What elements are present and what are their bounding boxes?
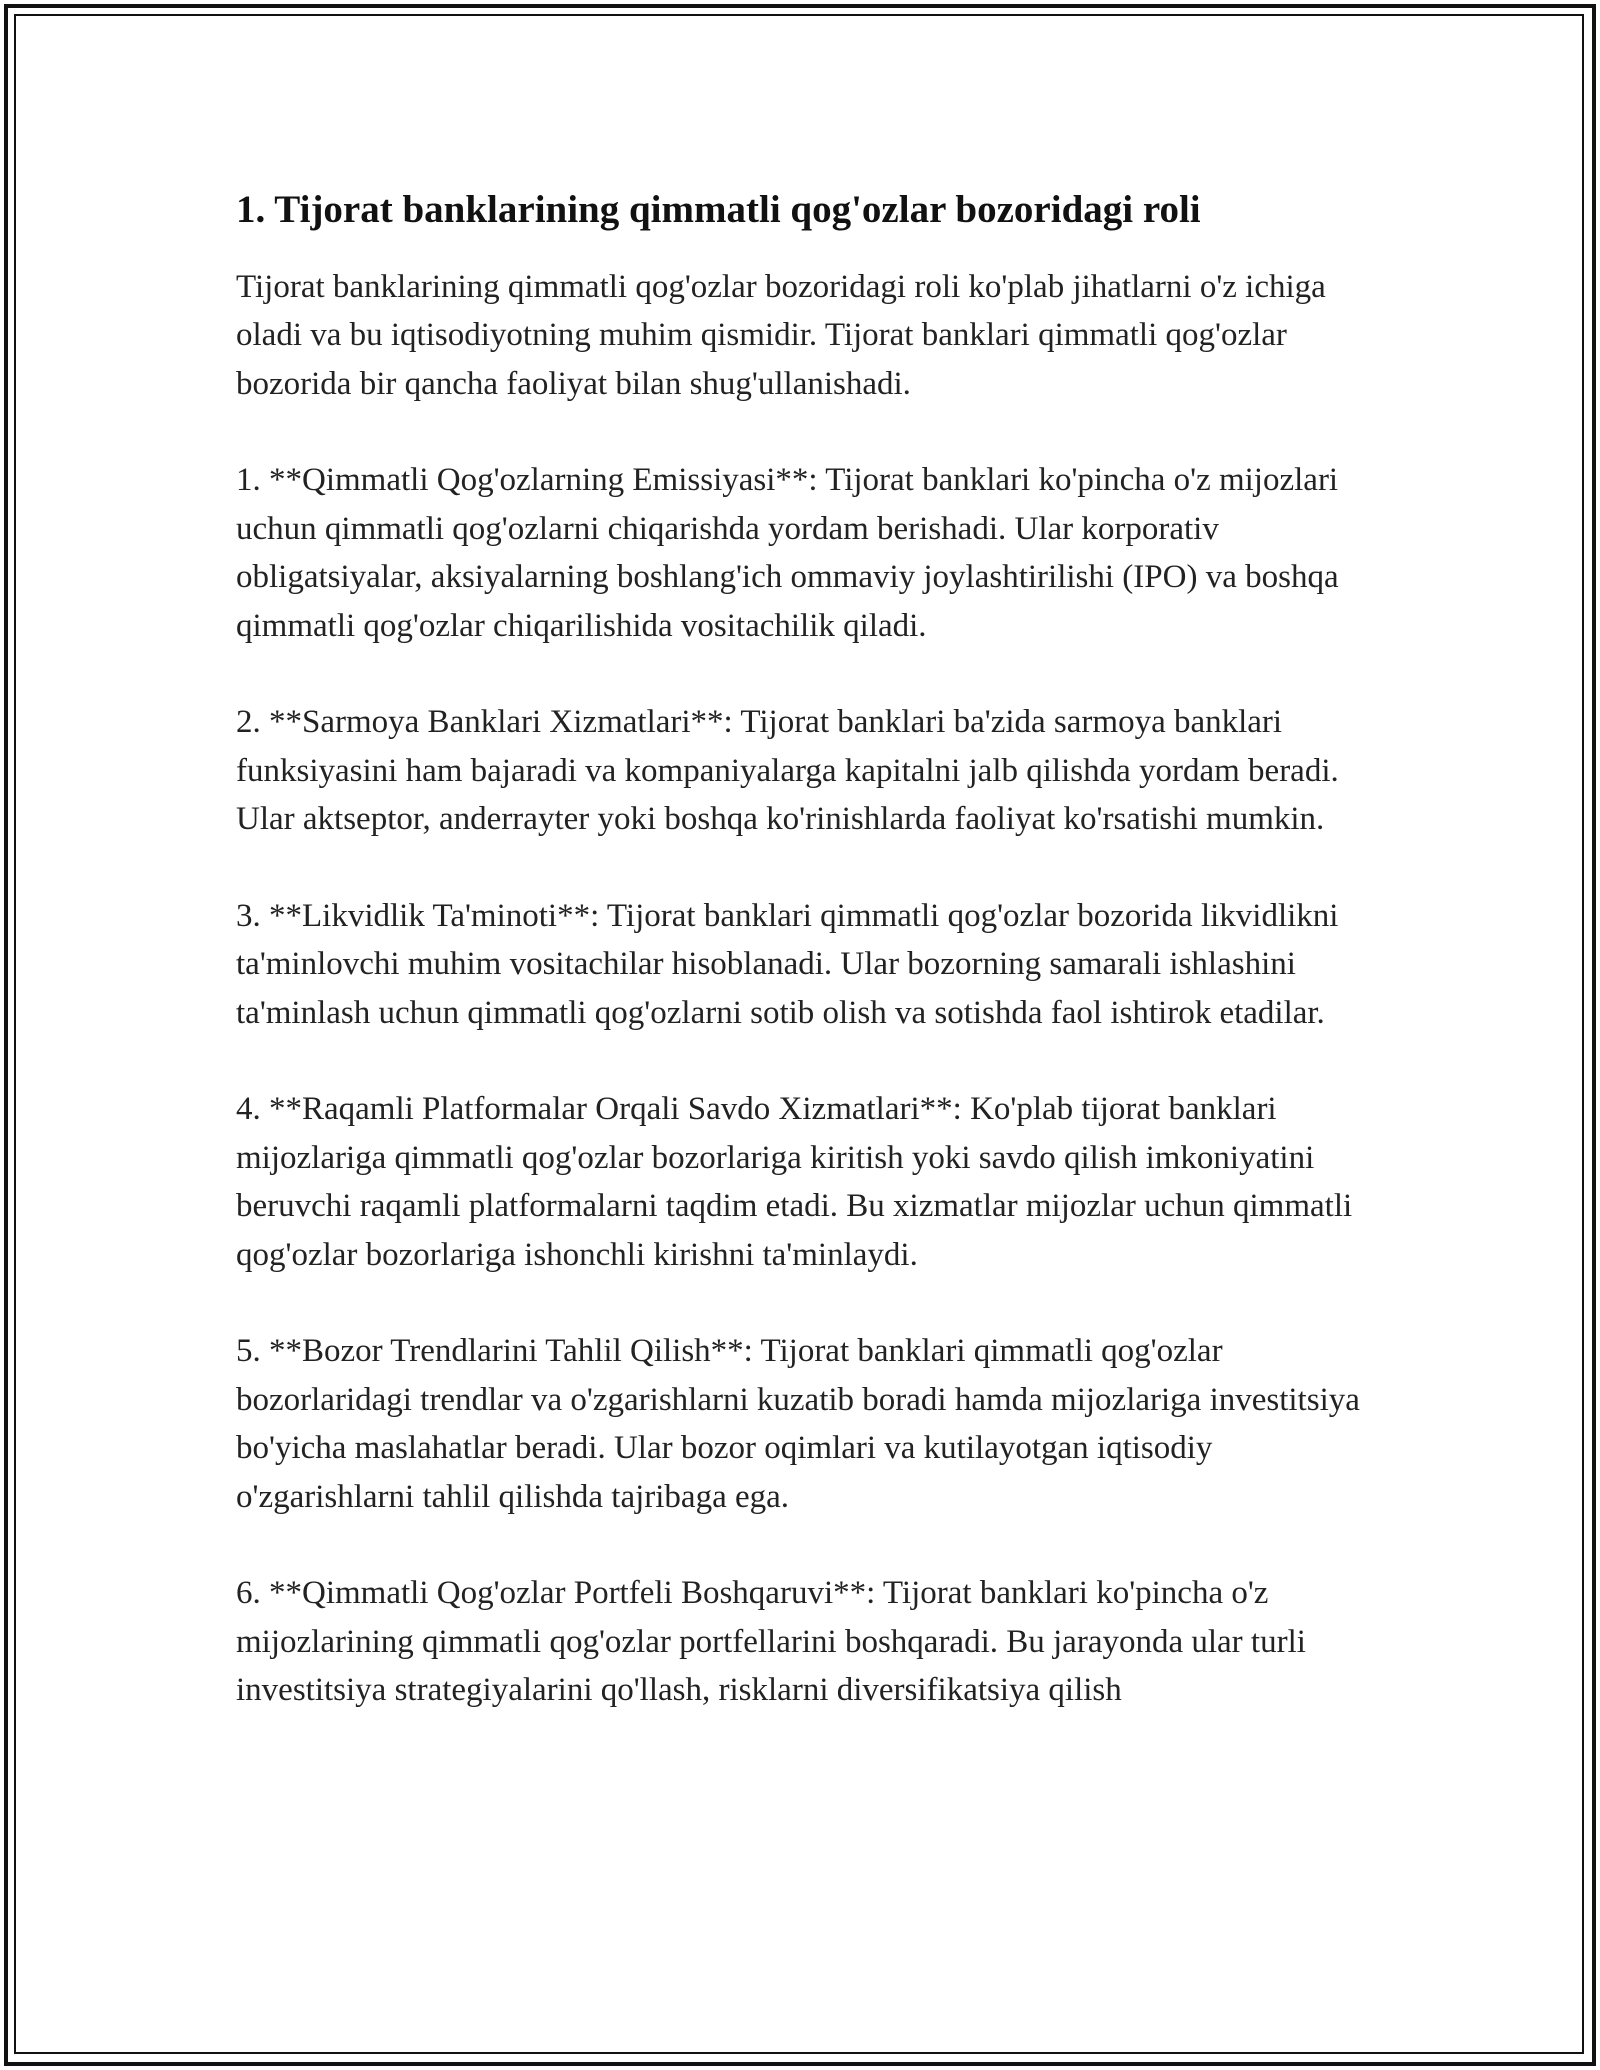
paragraph-item-1: 1. **Qimmatli Qog'ozlarning Emissiyasi**: Tijorat banklari ko'pincha o'z mijozlari uchun qimmatli qog'ozlarni chiqarishda yordam berishadi. Ular korporativ obligatsiyalar, aksiyalarning boshlang'ich ommaviy joylashtirilishi (IPO) va boshqa qimmatli qog'ozlar chiqarilishida vositachilik qiladi. [236,462,1339,644]
paragraph-item-4: 4. **Raqamli Platformalar Orqali Savdo Xizmatlari**: Ko'plab tijorat banklari mijozlariga qimmatli qog'ozlar bozorlariga kiritish yoki savdo qilish imkoniyatini beruvchi raqamli platformalarni taqdim etadi. Bu xizmatlar mijozlar uchun qimmatli qog'ozlar bozorlariga ishonchli kirishni ta'minlaydi. [236,1091,1353,1273]
paragraph-item-2: 2. **Sarmoya Banklari Xizmatlari**: Tijorat banklari ba'zida sarmoya banklari funksiyasini ham bajaradi va kompaniyalarga kapitalni jalb qilishda yordam beradi. Ular aktseptor, anderrayter yoki boshqa ko'rinishlarda faoliyat ko'rsatishi mumkin. [236,704,1339,838]
document-body [236,186,1386,1763]
paragraph-item-5: 5. **Bozor Trendlarini Tahlil Qilish**: Tijorat banklari qimmatli qog'ozlar bozorlaridagi trendlar va o'zgarishlarni kuzatib boradi hamda mijozlariga investitsiya bo'yicha maslahatlar beradi. Ular bozor oqimlari va kutilayotgan iqtisodiy o'zgarishlarni tahlil qilishda tajribaga ega. [236,1333,1360,1515]
document-title: 1. Tijorat banklarining qimmatli qog'ozlar bozoridagi roli [236,188,1201,231]
intro-paragraph: Tijorat banklarining qimmatli qog'ozlar bozoridagi roli ko'plab jihatlarni o'z ichiga oladi va bu iqtisodiyotning muhim qismidir. Tijorat banklari qimmatli qog'ozlar bozorida bir qancha faoliyat bilan shug'ullanishadi. [236,268,1326,402]
paragraph-item-6: 6. **Qimmatli Qog'ozlar Portfeli Boshqaruvi**: Tijorat banklari ko'pincha o'z mijozlarining qimmatli qog'ozlar portfellarini boshqaradi. Bu jarayonda ular turli investitsiya strategiyalarini qo'llash, risklarni diversifikatsiya qilish [236,1575,1306,1709]
paragraph-item-3: 3. **Likvidlik Ta'minoti**: Tijorat banklari qimmatli qog'ozlar bozorida likvidlikni ta'minlovchi muhim vositachilar hisoblanadi. Ular bozorning samarali ishlashini ta'minlash uchun qimmatli qog'ozlarni sotib olish va sotishda faol ishtirok etadilar. [236,897,1339,1031]
